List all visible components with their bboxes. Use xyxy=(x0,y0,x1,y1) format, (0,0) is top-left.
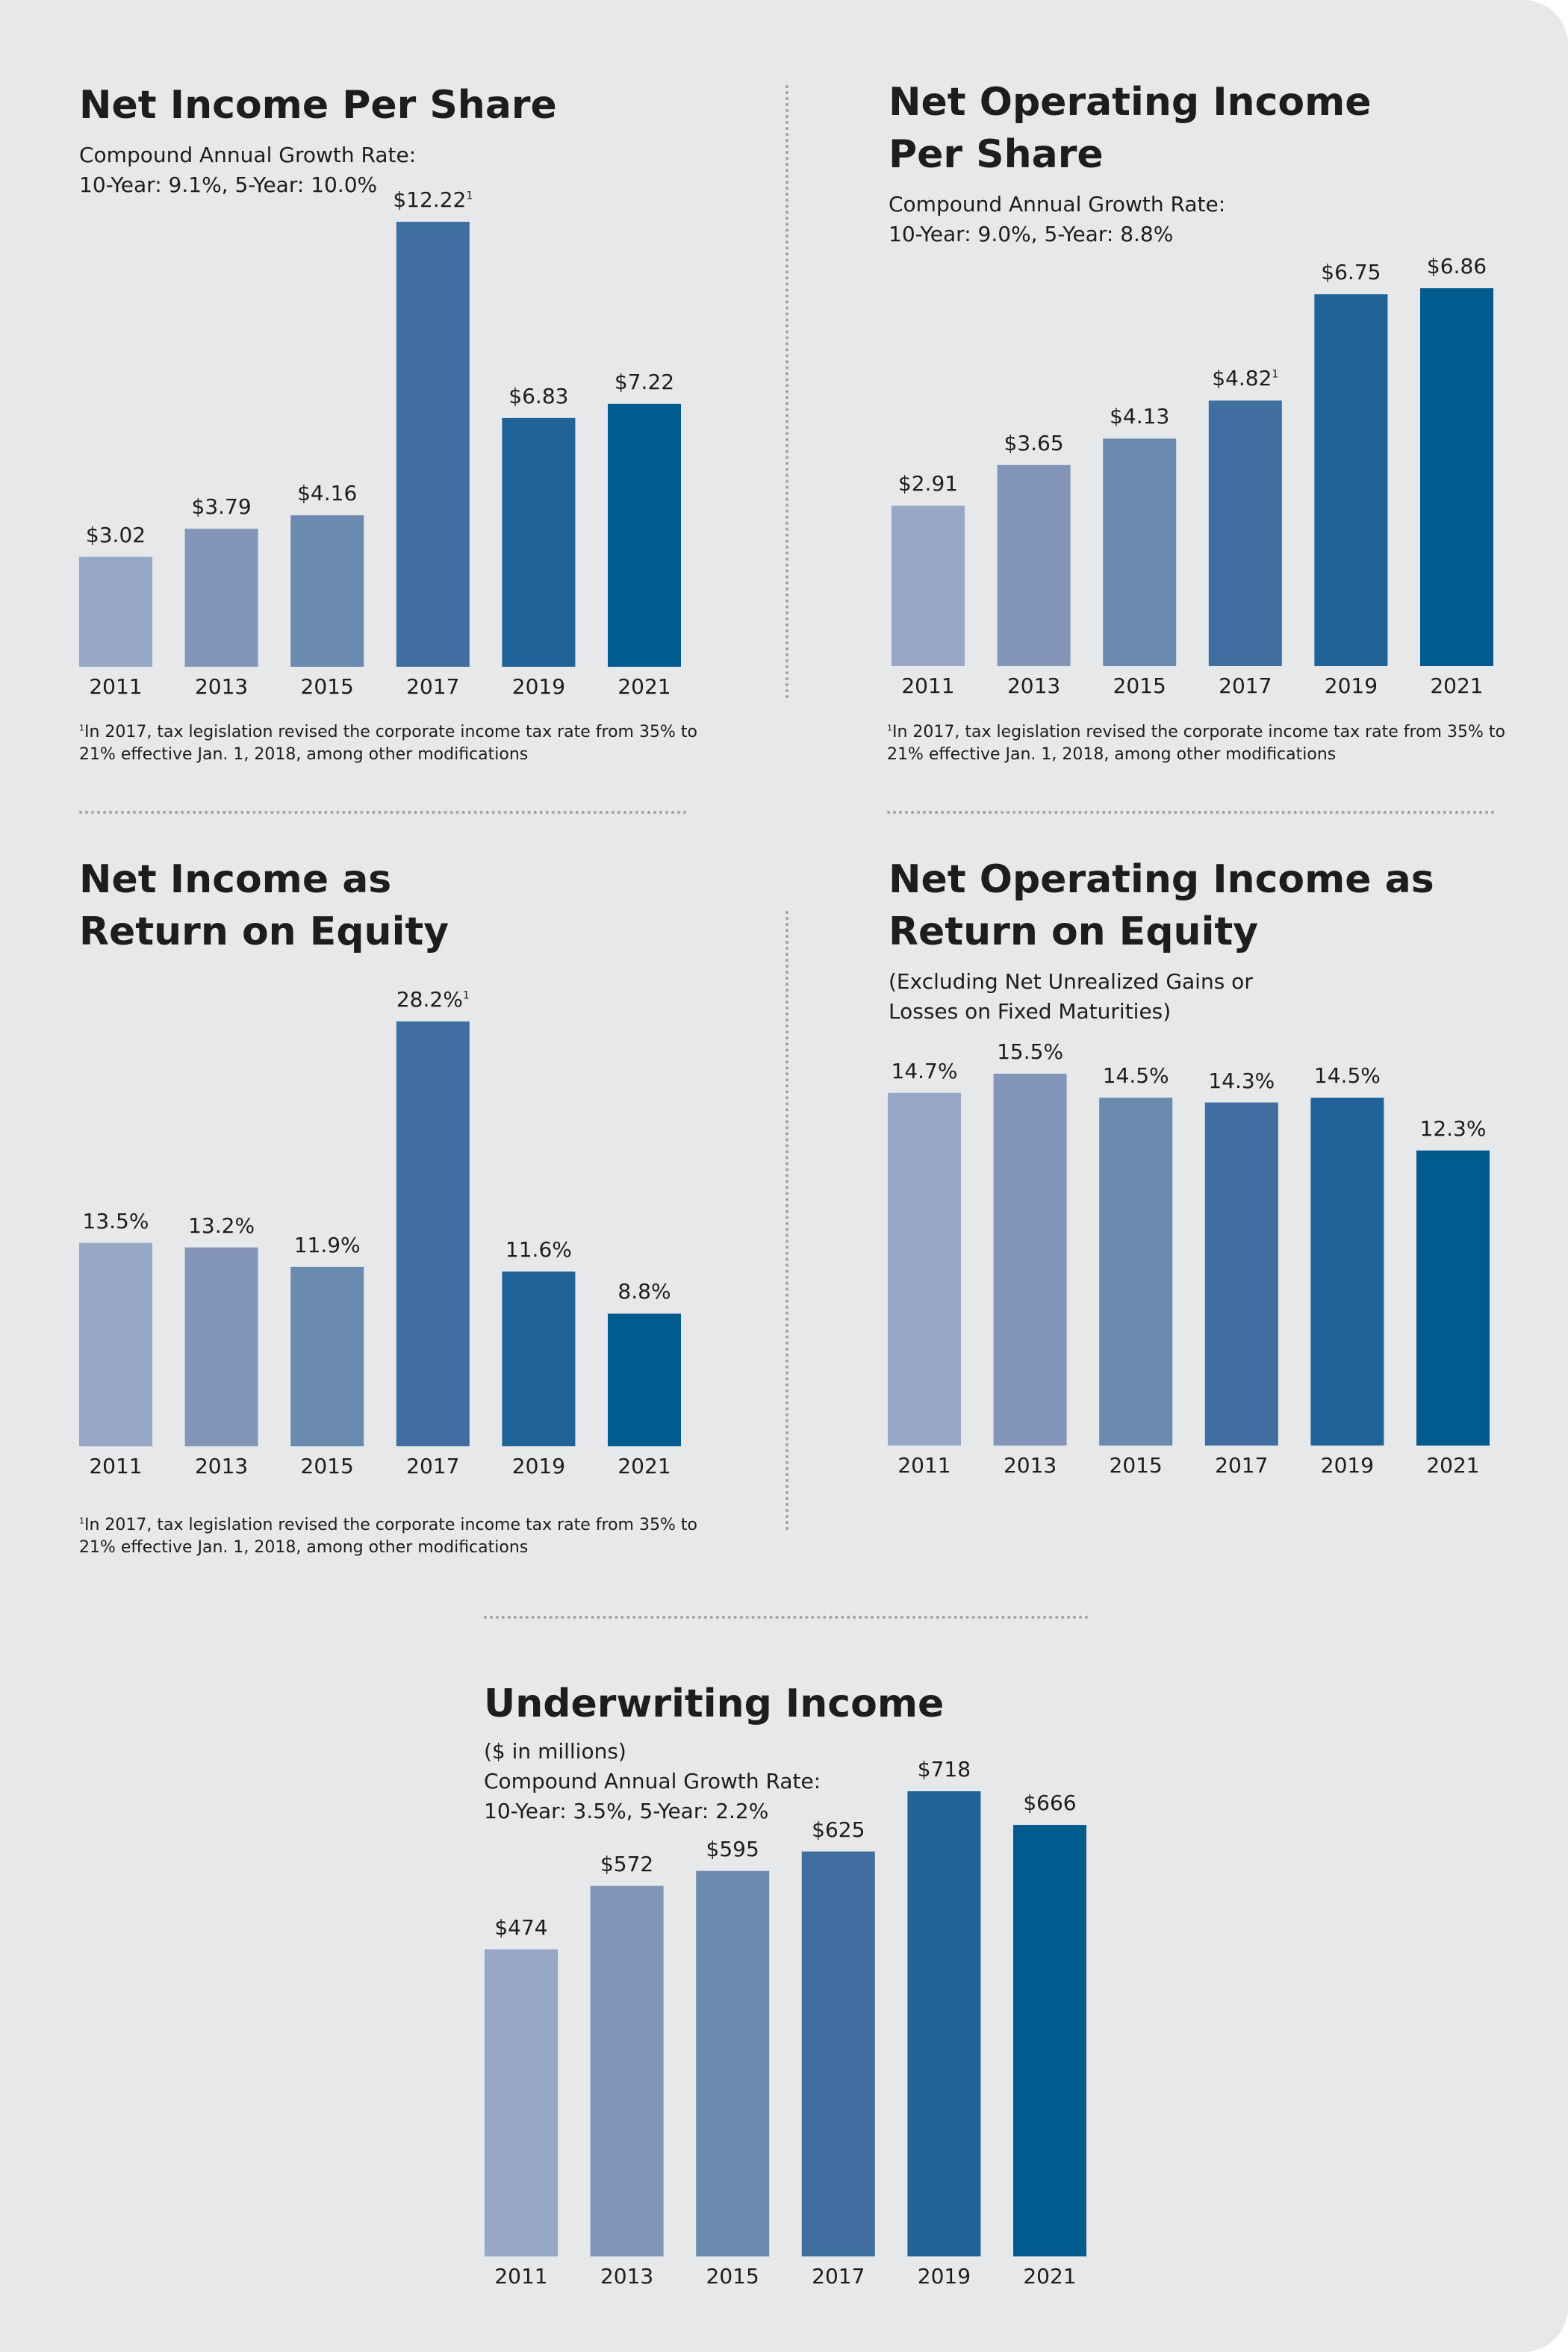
chart2-title-line-1: Net Operating Income xyxy=(889,80,1372,125)
chart4-subtitle xyxy=(889,967,1253,1027)
bar-2021 xyxy=(1013,1825,1086,2256)
bar-2011 xyxy=(485,1950,558,2256)
value-label-text: 13.5% xyxy=(82,1208,149,1233)
bar-2011 xyxy=(892,505,965,666)
value-label-2017 xyxy=(1208,1068,1275,1094)
chart1-footnote-text: In 2017, tax legislation revised the corporate income tax rate from 35% to 21% effective Jan. 1, 2018, among other modifications xyxy=(79,723,697,764)
x-tick-label-2017: 2017 xyxy=(406,1454,460,1478)
value-label-2013 xyxy=(600,1852,653,1877)
value-label-text: $7.22 xyxy=(614,369,675,394)
x-tick-label-2015: 2015 xyxy=(706,2264,759,2289)
value-label-text: 14.5% xyxy=(1313,1063,1381,1089)
chart1-subtitle-line-2: 10-Year: 9.1%, 5-Year: 10.0% xyxy=(79,172,378,197)
chart5-underwriting-income xyxy=(482,1740,1101,2300)
value-label-text: 14.5% xyxy=(1102,1063,1169,1089)
value-label-text: $625 xyxy=(812,1817,865,1842)
chart1-title: Net Income Per Share xyxy=(79,83,557,128)
value-label-2019 xyxy=(918,1757,971,1782)
bar-2015 xyxy=(1099,1098,1172,1446)
value-label-text: $3.79 xyxy=(191,494,252,520)
chart2-net-operating-income-per-share xyxy=(889,142,1508,709)
x-tick-label-2021: 2021 xyxy=(1430,673,1484,698)
bar-2015 xyxy=(290,515,364,667)
bar-2021 xyxy=(1416,1151,1490,1446)
bar-2015 xyxy=(1103,438,1176,666)
x-tick-label-2019: 2019 xyxy=(1324,673,1378,698)
bar-2011 xyxy=(888,1093,961,1446)
chart1-footnote-marker: 1 xyxy=(79,723,84,733)
divider-vertical-middle xyxy=(785,911,788,1531)
value-label-text: 14.3% xyxy=(1208,1068,1275,1093)
value-label-text: $6.83 xyxy=(508,383,569,408)
value-label-text: $4.82 xyxy=(1212,366,1272,391)
value-label-text: 11.9% xyxy=(293,1232,361,1257)
value-label-2011 xyxy=(83,1209,149,1234)
chart1-net-income-per-share xyxy=(75,187,687,709)
chart1-subtitle-line-1: Compound Annual Growth Rate: xyxy=(79,143,417,167)
bar-2017 xyxy=(396,222,470,667)
value-label-2019 xyxy=(1314,1063,1381,1089)
value-label-text: $2.91 xyxy=(897,471,959,497)
bar-2017 xyxy=(1205,1103,1278,1446)
x-tick-label-2011: 2011 xyxy=(897,1453,951,1478)
chart3-footnote xyxy=(79,1514,706,1559)
bar-2017 xyxy=(396,1021,470,1446)
x-tick-label-2021: 2021 xyxy=(617,1454,671,1478)
value-label-2017 xyxy=(812,1817,865,1843)
value-label-text: 12.3% xyxy=(1419,1116,1487,1141)
x-tick-label-2017: 2017 xyxy=(406,674,460,699)
x-tick-label-2011: 2011 xyxy=(89,674,143,699)
bar-2011 xyxy=(79,1243,152,1446)
value-label-2017 xyxy=(1212,366,1278,391)
chart2-footnote-marker: 1 xyxy=(887,723,892,733)
x-tick-label-2019: 2019 xyxy=(917,2264,971,2289)
x-tick-label-2021: 2021 xyxy=(1426,1453,1480,1478)
value-label-2011 xyxy=(86,523,146,548)
value-label-2015 xyxy=(706,1837,759,1862)
chart2-footnote-text: In 2017, tax legislation revised the corporate income tax rate from 35% to 21% effective Jan. 1, 2018, among other modifications xyxy=(887,723,1505,764)
value-label-text: $718 xyxy=(917,1757,971,1782)
value-label-text: $3.02 xyxy=(85,522,146,547)
bar-2017 xyxy=(1209,400,1282,666)
x-tick-label-2013: 2013 xyxy=(194,674,249,699)
value-label-text: 11.6% xyxy=(505,1236,572,1262)
value-label-2015 xyxy=(1103,1063,1169,1089)
value-label-2021 xyxy=(1023,1791,1076,1816)
x-tick-label-2019: 2019 xyxy=(511,1454,566,1478)
value-label-2015 xyxy=(294,1233,361,1258)
chart2-footnote xyxy=(887,721,1514,766)
chart5-title: Underwriting Income xyxy=(484,1681,945,1726)
chart4-title xyxy=(889,853,1434,958)
bar-2021 xyxy=(608,404,681,667)
bar-2019 xyxy=(502,418,575,667)
chart4-subtitle-line-2: Losses on Fixed Maturities) xyxy=(889,999,1172,1024)
footnote-marker: 1 xyxy=(1272,369,1279,382)
chart1-bars-svg xyxy=(75,209,687,709)
bar-2019 xyxy=(1310,1098,1384,1446)
chart1-footnote xyxy=(79,721,706,766)
value-label-2015 xyxy=(297,481,357,506)
x-tick-label-2013: 2013 xyxy=(1007,673,1061,698)
divider-center-bottom xyxy=(484,1616,1089,1619)
x-tick-label-2015: 2015 xyxy=(300,674,354,699)
value-label-2013 xyxy=(188,1213,255,1239)
bar-2021 xyxy=(608,1313,681,1446)
x-tick-label-2011: 2011 xyxy=(89,1454,143,1478)
bar-2013 xyxy=(591,1886,664,2256)
value-label-text: $4.13 xyxy=(1110,404,1170,429)
bar-2021 xyxy=(1420,288,1493,666)
x-tick-label-2017: 2017 xyxy=(1215,1453,1269,1478)
x-tick-label-2019: 2019 xyxy=(1320,1453,1375,1478)
value-label-text: $12.22 xyxy=(393,187,467,212)
value-label-text: $474 xyxy=(494,1914,548,1940)
value-label-text: $595 xyxy=(706,1836,759,1861)
chart5-bars-svg xyxy=(482,1740,1101,2300)
chart2-title-line-2: Per Share xyxy=(889,132,1104,177)
value-label-2013 xyxy=(997,1039,1063,1065)
x-tick-label-2011: 2011 xyxy=(494,2264,548,2289)
bar-2019 xyxy=(1314,294,1387,666)
value-label-2019 xyxy=(1321,260,1381,285)
x-tick-label-2021: 2021 xyxy=(1023,2264,1077,2289)
value-label-2013 xyxy=(192,494,252,520)
value-label-2021 xyxy=(1420,1116,1487,1142)
chart4-net-operating-income-roe xyxy=(885,1039,1505,1490)
x-tick-label-2017: 2017 xyxy=(1219,673,1272,698)
chart4-title-line-1: Net Operating Income as xyxy=(889,857,1434,902)
value-label-2011 xyxy=(494,1915,547,1941)
value-label-2021 xyxy=(1427,254,1487,279)
chart2-bars-svg xyxy=(889,142,1508,709)
chart2-subtitle-line-1: Compound Annual Growth Rate: xyxy=(889,192,1226,217)
chart3-title-line-2: Return on Equity xyxy=(79,909,449,954)
value-label-2019 xyxy=(505,1237,572,1263)
chart3-net-income-roe xyxy=(75,987,694,1490)
bar-2013 xyxy=(185,529,258,667)
value-label-text: 8.8% xyxy=(617,1279,671,1304)
chart3-title xyxy=(79,853,449,958)
bar-2015 xyxy=(696,1871,769,2256)
chart1-subtitle xyxy=(79,140,416,200)
value-label-2021 xyxy=(615,370,674,395)
divider-left-top xyxy=(79,811,687,814)
value-label-text: $4.16 xyxy=(297,481,358,506)
value-label-2017 xyxy=(393,187,473,213)
chart4-bars-svg xyxy=(885,1045,1505,1490)
x-tick-label-2013: 2013 xyxy=(1003,1453,1057,1478)
x-tick-label-2013: 2013 xyxy=(194,1454,249,1478)
bar-2011 xyxy=(79,557,152,667)
value-label-2017 xyxy=(396,987,470,1012)
x-tick-label-2015: 2015 xyxy=(1109,1453,1163,1478)
chart3-footnote-text: In 2017, tax legislation revised the corporate income tax rate from 35% to 21% effective Jan. 1, 2018, among other modifications xyxy=(79,1516,697,1557)
value-label-2021 xyxy=(617,1279,671,1304)
value-label-text: $6.86 xyxy=(1426,254,1487,279)
bar-2013 xyxy=(998,465,1071,666)
value-label-2011 xyxy=(898,471,958,497)
chart2-subtitle-line-2: 10-Year: 9.0%, 5-Year: 8.8% xyxy=(889,222,1174,246)
value-label-2015 xyxy=(1110,404,1169,429)
value-label-text: $572 xyxy=(600,1851,654,1876)
footnote-marker: 1 xyxy=(466,190,473,202)
x-tick-label-2019: 2019 xyxy=(511,674,566,699)
chart5-subtitle-line-3: 10-Year: 3.5%, 5-Year: 2.2% xyxy=(484,1799,769,1823)
value-label-2011 xyxy=(892,1059,958,1084)
bar-2015 xyxy=(290,1267,364,1446)
value-label-2013 xyxy=(1004,431,1064,456)
bar-2013 xyxy=(185,1248,258,1446)
bar-2019 xyxy=(502,1272,575,1446)
chart3-title-line-1: Net Income as xyxy=(79,857,392,902)
chart4-title-line-2: Return on Equity xyxy=(889,909,1259,954)
value-label-text: $6.75 xyxy=(1321,260,1381,285)
value-label-text: 28.2% xyxy=(396,987,463,1012)
value-label-text: 14.7% xyxy=(891,1058,958,1083)
chart5-subtitle-line-1: ($ in millions) xyxy=(484,1739,626,1764)
x-tick-label-2015: 2015 xyxy=(300,1454,354,1478)
value-label-text: $666 xyxy=(1023,1791,1077,1816)
chart3-footnote-marker: 1 xyxy=(79,1516,84,1526)
value-label-text: 13.2% xyxy=(188,1213,255,1238)
x-tick-label-2015: 2015 xyxy=(1113,673,1166,698)
divider-vertical-top xyxy=(785,85,788,699)
bar-2017 xyxy=(802,1852,875,2256)
x-tick-label-2011: 2011 xyxy=(901,673,955,698)
x-tick-label-2021: 2021 xyxy=(617,674,671,699)
chart3-bars-svg xyxy=(75,993,694,1490)
value-label-text: 15.5% xyxy=(997,1039,1064,1064)
chart5-subtitle-line-2: Compound Annual Growth Rate: xyxy=(484,1769,821,1793)
bar-2019 xyxy=(907,1791,980,2256)
value-label-text: $3.65 xyxy=(1004,430,1064,455)
bar-2013 xyxy=(994,1074,1067,1446)
chart4-subtitle-line-1: (Excluding Net Unrealized Gains or xyxy=(889,969,1253,994)
divider-right-top xyxy=(887,811,1495,814)
x-tick-label-2017: 2017 xyxy=(812,2264,865,2289)
value-label-2019 xyxy=(508,384,568,409)
x-tick-label-2013: 2013 xyxy=(600,2264,654,2289)
footnote-marker: 1 xyxy=(462,989,470,1002)
